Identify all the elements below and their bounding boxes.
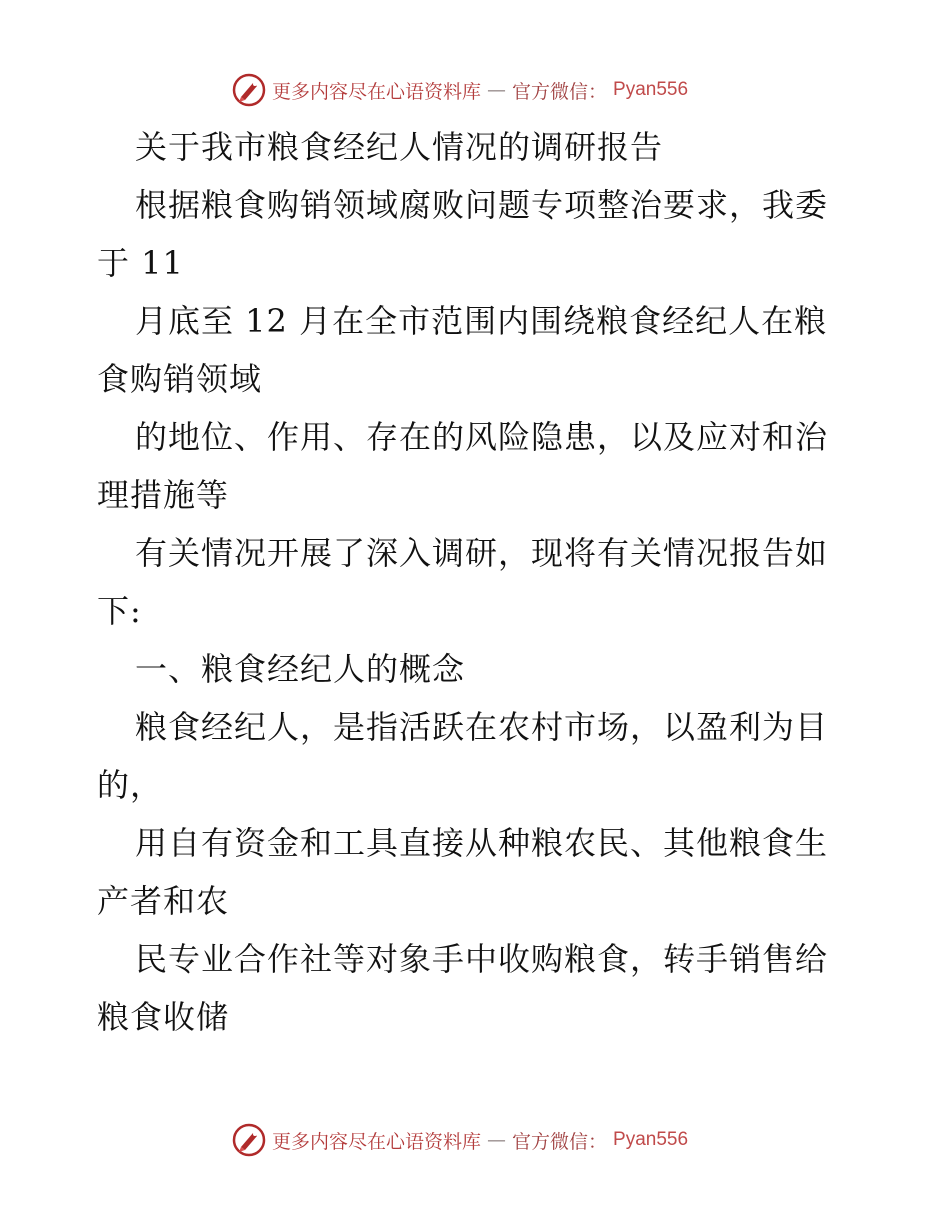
watermark-id: Pyan556 xyxy=(613,79,689,100)
paragraph-line: 的地位、作用、存在的风险隐患，以及应对和治 xyxy=(135,418,829,456)
document-title: 关于我市粮食经纪人情况的调研报告 xyxy=(135,128,664,166)
paragraph-line: 粮食经纪人，是指活跃在农村市场，以盈利为目 xyxy=(135,708,829,746)
paragraph-line: 产者和农 xyxy=(97,882,230,920)
paragraph-line: 民专业合作社等对象手中收购粮食，转手销售给 xyxy=(135,940,829,978)
pen-logo-icon xyxy=(232,73,266,107)
paragraph-line: 的， xyxy=(97,766,164,804)
paragraph-line: 用自有资金和工具直接从种粮农民、其他粮食生 xyxy=(135,824,829,862)
paragraph-line: 食购销领域 xyxy=(97,360,263,398)
section-heading: 一、粮食经纪人的概念 xyxy=(135,650,466,688)
watermark-brand: 更多内容尽在心语资料库 xyxy=(272,1130,482,1153)
watermark-id: Pyan556 xyxy=(613,1129,689,1150)
watermark-label: 官方微信： xyxy=(512,80,608,103)
watermark-dash: — xyxy=(487,1129,507,1151)
watermark-header xyxy=(232,70,752,110)
paragraph-line: 粮食收储 xyxy=(97,998,230,1036)
watermark-footer xyxy=(232,1120,752,1160)
watermark-brand: 更多内容尽在心语资料库 xyxy=(272,80,482,103)
paragraph-line: 下: xyxy=(97,592,142,630)
paragraph-line: 月底至 12 月在全市范围内围绕粮食经纪人在粮 xyxy=(135,302,828,340)
paragraph-line: 理措施等 xyxy=(97,476,230,514)
paragraph-line: 于 11 xyxy=(97,244,184,282)
paragraph-line: 有关情况开展了深入调研，现将有关情况报告如 xyxy=(135,534,829,572)
document-body xyxy=(97,118,857,1046)
paragraph-line: 根据粮食购销领域腐败问题专项整治要求，我委 xyxy=(135,186,829,224)
watermark-dash: — xyxy=(487,79,507,101)
watermark-label: 官方微信： xyxy=(512,1130,608,1153)
pen-logo-icon xyxy=(232,1123,266,1157)
